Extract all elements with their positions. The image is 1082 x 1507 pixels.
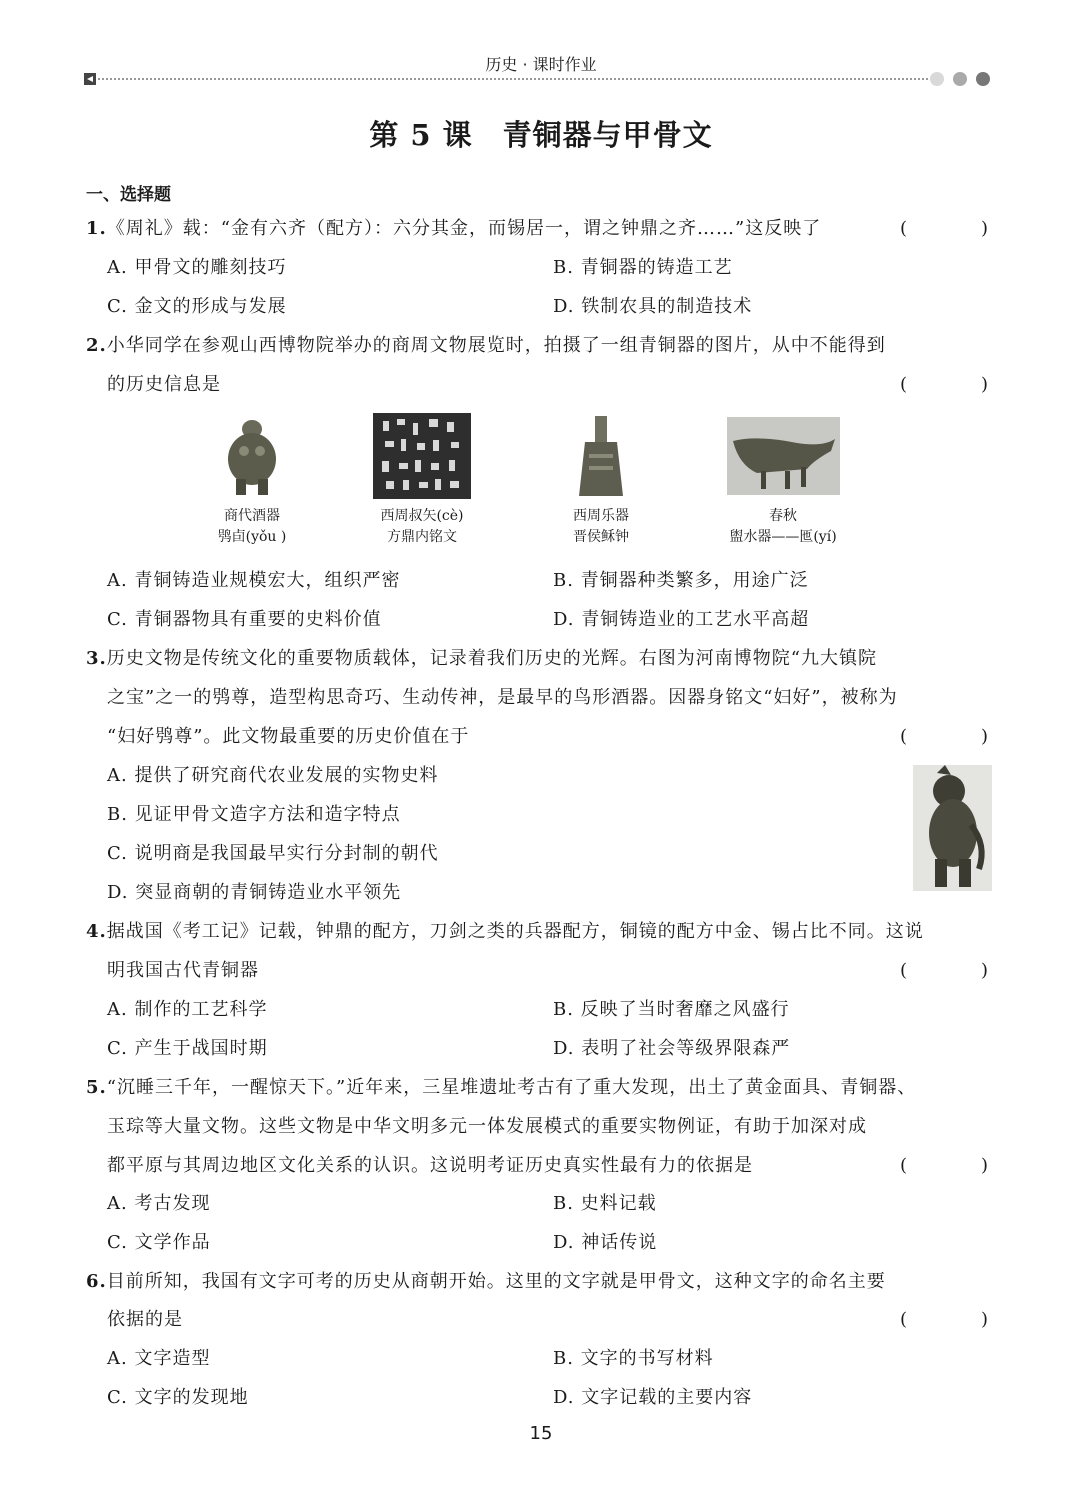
- image-caption: 方鼎内铭文: [387, 529, 457, 545]
- question-6-stem-cont: 依据的是: [107, 1309, 183, 1330]
- question-4-stem: [86, 920, 924, 944]
- bronze-bell-image: [575, 414, 627, 498]
- header-divider: [98, 78, 928, 80]
- option-c[interactable]: C. 说明商是我国最早实行分封制的朝代: [107, 843, 439, 864]
- answer-bracket: [900, 1154, 989, 1178]
- option-d[interactable]: D. 神话传说: [553, 1232, 658, 1253]
- dot-icon: [953, 72, 967, 86]
- question-text: 历史文物是传统文化的重要物质载体，记录着我们历史的光辉。右图为河南博物院“九大镇院: [106, 648, 877, 669]
- question-5-stem-cont: 玉琮等大量文物。这些文物是中华文明多元一体发展模式的重要实物例证，有助于加深对成: [107, 1116, 867, 1137]
- option-c[interactable]: C. 青铜器物具有重要的史料价值: [107, 609, 382, 630]
- bracket-right: ): [981, 218, 989, 239]
- option-c[interactable]: C. 产生于战国时期: [107, 1038, 268, 1059]
- question-6-stem: [86, 1270, 886, 1294]
- page-number: 15: [529, 1423, 553, 1444]
- question-4-stem-cont: 明我国古代青铜器: [107, 960, 259, 981]
- answer-bracket: [900, 1308, 989, 1332]
- bracket-right: ): [981, 374, 989, 395]
- option-a[interactable]: A. 制作的工艺科学: [107, 999, 268, 1020]
- bracket-left: (: [900, 726, 908, 747]
- option-d[interactable]: D. 文字记载的主要内容: [553, 1387, 753, 1408]
- option-c[interactable]: C. 金文的形成与发展: [107, 296, 287, 317]
- question-text: 目前所知，我国有文字可考的历史从商朝开始。这里的文字就是甲骨文，这种文字的命名主要: [106, 1271, 886, 1292]
- bracket-right: ): [981, 960, 989, 981]
- question-number: 4.: [86, 921, 107, 942]
- bracket-left: (: [900, 960, 908, 981]
- lesson-title: 第 5 课 青铜器与甲骨文: [369, 118, 713, 152]
- question-number: 5.: [86, 1077, 107, 1098]
- option-b[interactable]: B. 文字的书写材料: [553, 1348, 714, 1369]
- bronze-inscription-image: [373, 413, 471, 499]
- option-a[interactable]: A. 文字造型: [107, 1348, 211, 1369]
- image-caption: 盥水器——匜(yí): [729, 529, 837, 545]
- bracket-left: (: [900, 1309, 908, 1330]
- answer-bracket: [900, 959, 989, 983]
- dot-icon: [930, 72, 944, 86]
- option-c[interactable]: C. 文学作品: [107, 1232, 211, 1253]
- image-caption: 春秋: [769, 508, 797, 524]
- option-d[interactable]: D. 铁制农具的制造技术: [553, 296, 753, 317]
- bracket-right: ): [981, 1155, 989, 1176]
- question-text: 《周礼》载：“金有六齐（配方）：六分其金，而锡居一，谓之钟鼎之齐……”这反映了: [106, 218, 822, 239]
- image-caption: 西周叔矢(cè): [380, 508, 464, 524]
- question-2-stem-cont: 的历史信息是: [107, 374, 221, 395]
- question-number: 2.: [86, 335, 107, 356]
- option-a[interactable]: A. 青铜铸造业规模宏大，组织严密: [107, 570, 401, 591]
- dot-icon: [976, 72, 990, 86]
- option-a[interactable]: A. 甲骨文的雕刻技巧: [107, 257, 287, 278]
- question-3-stem: [86, 647, 877, 671]
- section-heading: 一、选择题: [86, 185, 171, 205]
- option-b[interactable]: B. 青铜器的铸造工艺: [553, 257, 733, 278]
- image-caption: 西周乐器: [573, 508, 629, 524]
- bracket-left: (: [900, 218, 908, 239]
- question-5-stem-cont: 都平原与其周边地区文化关系的认识。这说明考证历史真实性最有力的依据是: [107, 1155, 753, 1176]
- option-b[interactable]: B. 反映了当时奢靡之风盛行: [553, 999, 790, 1020]
- image-caption: 晋侯稣钟: [573, 529, 629, 545]
- image-caption: 商代酒器: [224, 508, 280, 524]
- question-3-stem-cont: “妇好鸮尊”。此文物最重要的历史价值在于: [107, 726, 470, 747]
- option-d[interactable]: D. 青铜铸造业的工艺水平高超: [553, 609, 810, 630]
- option-b[interactable]: B. 史料记载: [553, 1193, 657, 1214]
- question-1-stem: [86, 217, 821, 241]
- question-number: 1.: [86, 218, 107, 239]
- question-3-stem-cont: 之宝”之一的鸮尊，造型构思奇巧、生动传神，是最早的鸟形酒器。因器身铭文“妇好”，被称为: [107, 687, 898, 708]
- bracket-right: ): [981, 726, 989, 747]
- option-d[interactable]: D. 突显商朝的青铜铸造业水平领先: [107, 882, 402, 903]
- bracket-right: ): [981, 1309, 989, 1330]
- option-b[interactable]: B. 见证甲骨文造字方法和造字特点: [107, 804, 401, 825]
- answer-bracket: [900, 725, 989, 749]
- back-arrow-icon: [84, 73, 96, 85]
- option-b[interactable]: B. 青铜器种类繁多，用途广泛: [553, 570, 809, 591]
- option-a[interactable]: A. 提供了研究商代农业发展的实物史料: [107, 765, 439, 786]
- option-d[interactable]: D. 表明了社会等级界限森严: [553, 1038, 791, 1059]
- question-5-stem: [86, 1076, 916, 1100]
- answer-bracket: [900, 217, 989, 241]
- question-text: “沉睡三千年，一醒惊天下。”近年来，三星堆遗址考古有了重大发现，出土了黄金面具、青铜器、: [106, 1077, 917, 1098]
- question-number: 3.: [86, 648, 107, 669]
- question-text: 据战国《考工记》记载，钟鼎的配方，刀剑之类的兵器配方，铜镜的配方中金、锡占比不同。这说: [106, 921, 924, 942]
- option-c[interactable]: C. 文字的发现地: [107, 1387, 249, 1408]
- bracket-left: (: [900, 374, 908, 395]
- option-a[interactable]: A. 考古发现: [107, 1193, 211, 1214]
- owl-zun-image: [913, 765, 992, 891]
- image-caption: 鸮卣(yǒu ): [217, 529, 287, 545]
- question-text: 小华同学在参观山西博物院举办的商周文物展览时，拍摄了一组青铜器的图片，从中不能得到: [106, 335, 886, 356]
- question-2-stem: [86, 334, 886, 358]
- owl-wine-vessel-image: [222, 415, 282, 497]
- bracket-left: (: [900, 1155, 908, 1176]
- running-header: 历史 · 课时作业: [485, 55, 597, 74]
- question-number: 6.: [86, 1271, 107, 1292]
- answer-bracket: [900, 373, 989, 397]
- water-vessel-image: [727, 417, 840, 495]
